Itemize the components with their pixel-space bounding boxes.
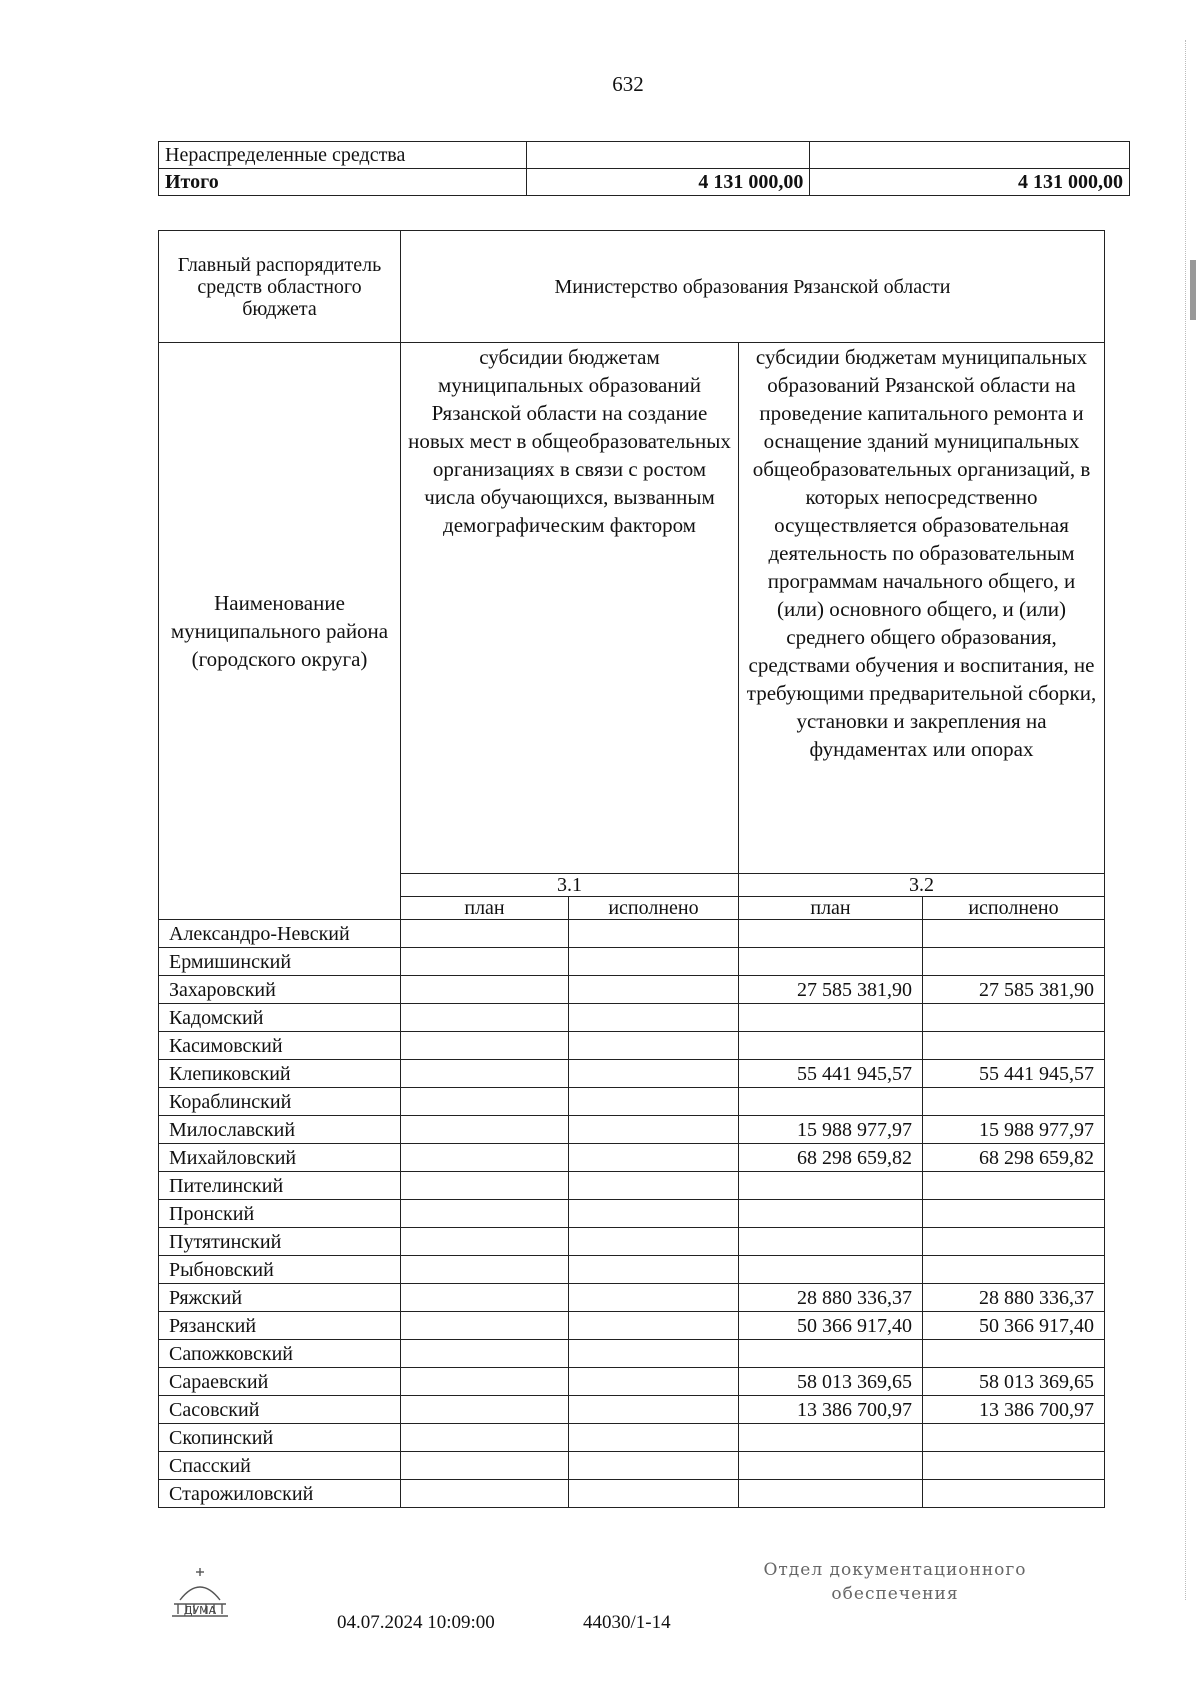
summary-row-total (159, 169, 1130, 196)
plan-3-2 (739, 1032, 923, 1060)
district-name: Михайловский (159, 1144, 401, 1172)
done-3-1 (569, 1284, 739, 1312)
district-name: Захаровский (159, 976, 401, 1004)
district-name: Ряжский (159, 1284, 401, 1312)
done-3-2: 58 013 369,65 (923, 1368, 1105, 1396)
district-name: Старожиловский (159, 1480, 401, 1508)
done-3-2: 50 366 917,40 (923, 1312, 1105, 1340)
header-col-3-1-code: 3.1 (401, 874, 739, 897)
plan-3-2 (739, 1452, 923, 1480)
done-3-1 (569, 1144, 739, 1172)
done-3-1 (569, 920, 739, 948)
logo-text: ДУМА (183, 1604, 217, 1617)
district-name: Спасский (159, 1452, 401, 1480)
table-row (159, 1060, 1105, 1088)
duma-logo-icon (164, 1562, 236, 1628)
table-row (159, 1284, 1105, 1312)
done-3-1 (569, 1004, 739, 1032)
footer-document-code: 44030/1-14 (583, 1612, 671, 1633)
header-row-descriptions (159, 343, 1105, 874)
done-3-2 (923, 1172, 1105, 1200)
plan-3-1 (401, 1144, 569, 1172)
plan-3-1 (401, 1032, 569, 1060)
header-col-3-1-description: субсидии бюджетам муниципальных образований Рязанской области на создание новых мест в общеобразовательных организациях в связи с ростом числа обучающихся, вызванным демографическим фактором (401, 343, 739, 874)
table-row (159, 920, 1105, 948)
plan-3-2: 58 013 369,65 (739, 1368, 923, 1396)
done-3-2 (923, 1228, 1105, 1256)
header-done-3-2: исполнено (923, 897, 1105, 920)
summary-value-2: 4 131 000,00 (810, 169, 1130, 196)
plan-3-2 (739, 1340, 923, 1368)
plan-3-1 (401, 1368, 569, 1396)
plan-3-2 (739, 1172, 923, 1200)
summary-table (158, 141, 1130, 196)
plan-3-1 (401, 1340, 569, 1368)
plan-3-1 (401, 1480, 569, 1508)
plan-3-2 (739, 920, 923, 948)
done-3-2 (923, 1004, 1105, 1032)
plan-3-1 (401, 1088, 569, 1116)
header-ministry: Министерство образования Рязанской области (401, 231, 1105, 343)
header-plan-3-1: план (401, 897, 569, 920)
done-3-1 (569, 1088, 739, 1116)
done-3-1 (569, 1256, 739, 1284)
done-3-2 (923, 948, 1105, 976)
done-3-2: 68 298 659,82 (923, 1144, 1105, 1172)
table-body (159, 920, 1105, 1508)
done-3-1 (569, 1200, 739, 1228)
district-name: Сапожковский (159, 1340, 401, 1368)
plan-3-1 (401, 1116, 569, 1144)
district-name: Кадомский (159, 1004, 401, 1032)
table-row (159, 1144, 1105, 1172)
district-name: Путятинский (159, 1228, 401, 1256)
summary-label: Нераспределенные средства (159, 142, 527, 169)
done-3-2: 15 988 977,97 (923, 1116, 1105, 1144)
plan-3-1 (401, 1004, 569, 1032)
plan-3-1 (401, 1452, 569, 1480)
summary-row-unallocated (159, 142, 1130, 169)
done-3-2: 27 585 381,90 (923, 976, 1105, 1004)
plan-3-1 (401, 948, 569, 976)
subsidy-table (158, 230, 1105, 1508)
done-3-2: 55 441 945,57 (923, 1060, 1105, 1088)
district-name: Касимовский (159, 1032, 401, 1060)
stamp-line-2: обеспечения (831, 1584, 959, 1604)
plan-3-1 (401, 1424, 569, 1452)
plan-3-1 (401, 1256, 569, 1284)
district-name: Сасовский (159, 1396, 401, 1424)
header-col-3-2-description: субсидии бюджетам муниципальных образований Рязанской области на проведение капитального ремонта и оснащение зданий муниципальных общеобразовательных организаций, в которых непосредственно осуществляется образовательная деятельность по образовательным программам начального общего, и (или) основного общего, и (или) среднего общего образования, средствами обучения и воспитания, не требующими предварительной сборки, установки и закрепления на фундаментах или опорах (739, 343, 1105, 874)
done-3-1 (569, 1116, 739, 1144)
plan-3-2: 27 585 381,90 (739, 976, 923, 1004)
plan-3-1 (401, 1172, 569, 1200)
plan-3-2 (739, 1480, 923, 1508)
plan-3-2 (739, 1088, 923, 1116)
plan-3-2: 28 880 336,37 (739, 1284, 923, 1312)
done-3-2 (923, 1340, 1105, 1368)
district-name: Милославский (159, 1116, 401, 1144)
done-3-1 (569, 1312, 739, 1340)
table-row (159, 1368, 1105, 1396)
header-col-3-2-code: 3.2 (739, 874, 1105, 897)
table-row (159, 1032, 1105, 1060)
done-3-2 (923, 1200, 1105, 1228)
plan-3-2 (739, 1256, 923, 1284)
district-name: Сараевский (159, 1368, 401, 1396)
table-row (159, 1480, 1105, 1508)
plan-3-1 (401, 1060, 569, 1088)
district-name: Ермишинский (159, 948, 401, 976)
done-3-2 (923, 1088, 1105, 1116)
summary-value-1: 4 131 000,00 (526, 169, 810, 196)
plan-3-1 (401, 1228, 569, 1256)
district-name: Пителинский (159, 1172, 401, 1200)
done-3-1 (569, 1060, 739, 1088)
table-row (159, 1340, 1105, 1368)
header-distributor-label: Главный распорядитель средств областного бюджета (159, 231, 401, 343)
plan-3-2 (739, 1228, 923, 1256)
district-name: Клепиковский (159, 1060, 401, 1088)
done-3-1 (569, 1396, 739, 1424)
plan-3-1 (401, 1200, 569, 1228)
done-3-1 (569, 948, 739, 976)
plan-3-2 (739, 948, 923, 976)
table-row (159, 1452, 1105, 1480)
table-row (159, 948, 1105, 976)
header-done-3-1: исполнено (569, 897, 739, 920)
done-3-1 (569, 1480, 739, 1508)
table-row (159, 1004, 1105, 1032)
plan-3-1 (401, 1312, 569, 1340)
district-name: Пронский (159, 1200, 401, 1228)
table-row (159, 1116, 1105, 1144)
plan-3-2: 50 366 917,40 (739, 1312, 923, 1340)
done-3-2 (923, 1256, 1105, 1284)
page-number: 632 (612, 72, 644, 96)
done-3-1 (569, 1424, 739, 1452)
summary-value-2 (810, 142, 1130, 169)
plan-3-2: 55 441 945,57 (739, 1060, 923, 1088)
table-row (159, 1256, 1105, 1284)
done-3-2 (923, 1452, 1105, 1480)
district-name: Рязанский (159, 1312, 401, 1340)
summary-label: Итого (159, 169, 527, 196)
done-3-1 (569, 1172, 739, 1200)
footer-datetime: 04.07.2024 10:09:00 (337, 1612, 495, 1633)
district-name: Кораблинский (159, 1088, 401, 1116)
plan-3-2 (739, 1200, 923, 1228)
plan-3-2: 68 298 659,82 (739, 1144, 923, 1172)
header-row-ministry (159, 231, 1105, 343)
done-3-1 (569, 1340, 739, 1368)
scan-edge-mark (1190, 260, 1196, 320)
done-3-1 (569, 1452, 739, 1480)
done-3-1 (569, 1368, 739, 1396)
done-3-2 (923, 1424, 1105, 1452)
done-3-2 (923, 920, 1105, 948)
stamp-line-1: Отдел документационного (763, 1560, 1027, 1580)
plan-3-2: 13 386 700,97 (739, 1396, 923, 1424)
district-name: Рыбновский (159, 1256, 401, 1284)
table-row (159, 1088, 1105, 1116)
header-plan-3-2: план (739, 897, 923, 920)
plan-3-1 (401, 976, 569, 1004)
plan-3-2 (739, 1004, 923, 1032)
done-3-2: 28 880 336,37 (923, 1284, 1105, 1312)
table-row (159, 1228, 1105, 1256)
district-name: Скопинский (159, 1424, 401, 1452)
done-3-2 (923, 1032, 1105, 1060)
header-district-label: Наименование муниципального района (городского округа) (159, 343, 401, 920)
done-3-2: 13 386 700,97 (923, 1396, 1105, 1424)
table-row (159, 1200, 1105, 1228)
done-3-1 (569, 1228, 739, 1256)
done-3-1 (569, 1032, 739, 1060)
table-row (159, 976, 1105, 1004)
plan-3-2: 15 988 977,97 (739, 1116, 923, 1144)
district-name: Александро-Невский (159, 920, 401, 948)
summary-value-1 (526, 142, 810, 169)
department-stamp (745, 1558, 1045, 1606)
plan-3-1 (401, 920, 569, 948)
table-row (159, 1312, 1105, 1340)
done-3-2 (923, 1480, 1105, 1508)
table-row (159, 1396, 1105, 1424)
done-3-1 (569, 976, 739, 1004)
plan-3-1 (401, 1396, 569, 1424)
table-row (159, 1424, 1105, 1452)
table-row (159, 1172, 1105, 1200)
plan-3-2 (739, 1424, 923, 1452)
plan-3-1 (401, 1284, 569, 1312)
